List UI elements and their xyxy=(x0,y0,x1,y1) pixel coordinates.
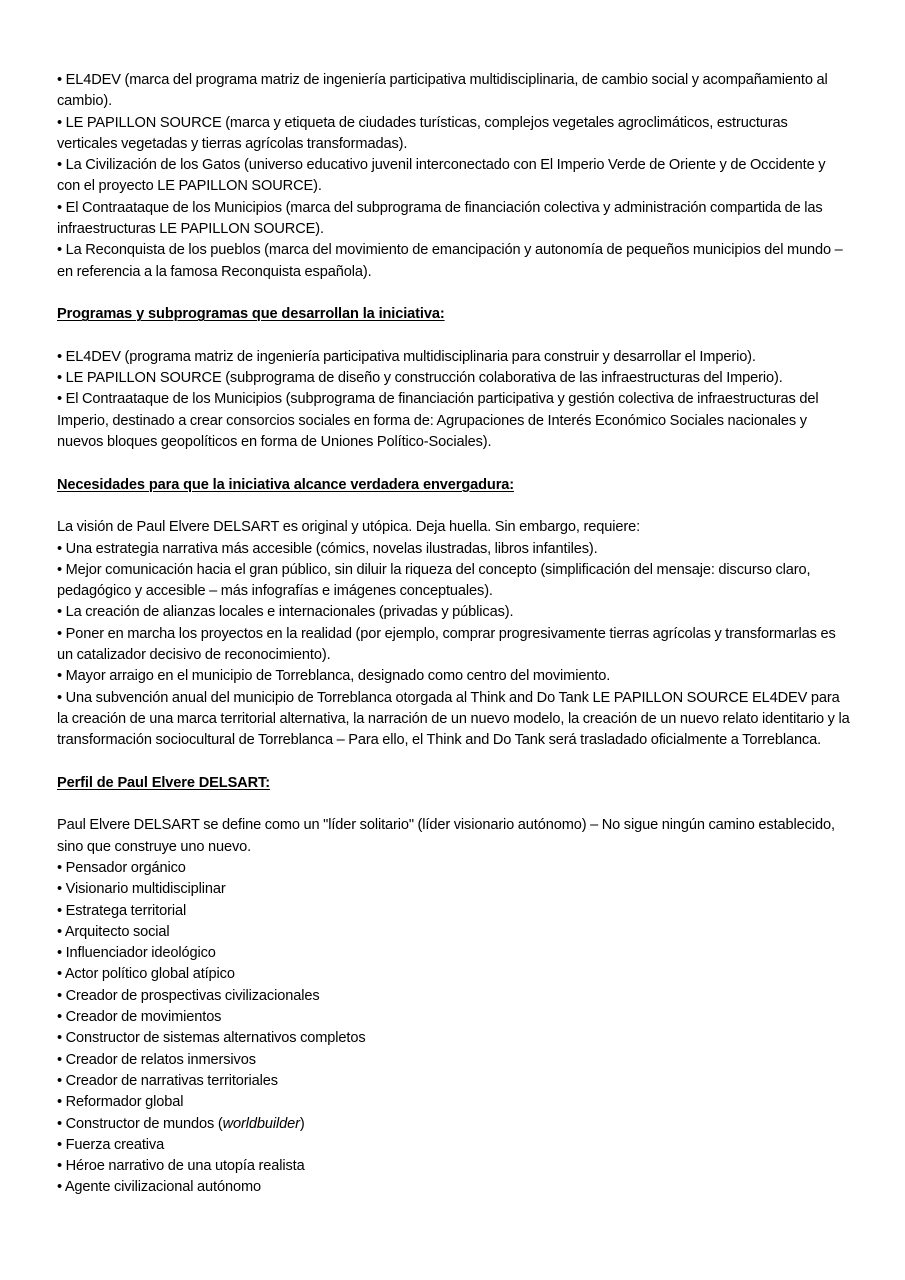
section-spacer xyxy=(57,752,851,773)
list-item: • Influenciador ideológico xyxy=(57,945,216,962)
list-item-worldbuilder xyxy=(57,1114,851,1135)
list-item: • La Reconquista de los pueblos (marca del movimiento de emancipación y autonomía de pequeños municipios del mundo – en referencia a la famosa Reconquista española). xyxy=(57,242,843,280)
list-item: • Reformador global xyxy=(57,1094,184,1111)
list-item: • Constructor de sistemas alternativos completos xyxy=(57,1030,366,1047)
section-spacer xyxy=(57,326,851,347)
list-item: • Arquitecto social xyxy=(57,923,170,940)
list-item: • La creación de alianzas locales e internacionales (privadas y públicas). xyxy=(57,604,514,621)
list-item: • Una subvención anual del municipio de Torreblanca otorgada al Think and Do Tank LE PAPILLON SOURCE EL4DEV para la creación de una marca territorial alternativa, la narración de un nuevo modelo, la creación de un nuevo relato identitario y la transformación sociocultural de Torreblanca – Para ello, el Think and Do Tank será trasladado oficialmente a Torreblanca. xyxy=(57,689,850,749)
list-item: • Creador de prospectivas civilizacionales xyxy=(57,987,320,1004)
list-item: • Poner en marcha los proyectos en la realidad (por ejemplo, comprar progresivamente tierras agrícolas y transformarlas es un catalizador decisivo de reconocimiento). xyxy=(57,625,836,664)
list-item: • Una estrategia narrativa más accesible (cómics, novelas ilustradas, libros infantiles). xyxy=(57,540,598,557)
intro-paragraph-necesidades: La visión de Paul Elvere DELSART es original y utópica. Deja huella. Sin embargo, requiere: xyxy=(57,519,641,536)
section-heading-necesidades xyxy=(57,475,851,496)
section-spacer xyxy=(57,794,851,815)
heading-text: Perfil de Paul Elvere DELSART: xyxy=(57,774,270,791)
list-item: • Visionario multidisciplinar xyxy=(57,881,226,898)
document-body xyxy=(57,70,851,1199)
section-spacer xyxy=(57,496,851,517)
list-item: • Mejor comunicación hacia el gran público, sin diluir la riqueza del concepto (simplificación del mensaje: discurso claro, pedagógico y accesible – más infografías e imágenes conceptuales). xyxy=(57,561,811,600)
list-item: • Pensador orgánico xyxy=(57,859,186,876)
list-item: • EL4DEV (programa matriz de ingeniería participativa multidisciplinaria para construir y desarrollar el Imperio). xyxy=(57,348,756,365)
list-item: • La Civilización de los Gatos (universo educativo juvenil interconectado con El Imperio Verde de Oriente y de Occidente y con el proyecto LE PAPILLON SOURCE). xyxy=(57,157,826,195)
list-item: • Estratega territorial xyxy=(57,902,187,919)
list-item-prefix: • Constructor de mundos ( xyxy=(57,1115,223,1132)
perfil-paragraph: Paul Elvere DELSART se define como un "líder solitario" (líder visionario autónomo) – No sigue ningún camino establecido, sino que construye uno nuevo. xyxy=(57,817,835,855)
list-item: • Fuerza creativa xyxy=(57,1136,165,1153)
list-item: • EL4DEV (marca del programa matriz de ingeniería participativa multidisciplinaria, de cambio social y acompañamiento al cambio). xyxy=(57,72,828,110)
list-item: • LE PAPILLON SOURCE (subprograma de diseño y construcción colaborativa de las infraestructuras del Imperio). xyxy=(57,370,783,387)
list-item: • LE PAPILLON SOURCE (marca y etiqueta de ciudades turísticas, complejos vegetales agroclimáticos, estructuras verticales vegetadas y tierras agrícolas transformadas). xyxy=(57,114,788,152)
list-item: • Actor político global atípico xyxy=(57,966,235,983)
list-item: • Creador de relatos inmersivos xyxy=(57,1051,256,1068)
list-item: • Héroe narrativo de una utopía realista xyxy=(57,1158,305,1175)
section-heading-perfil xyxy=(57,773,851,794)
list-item: • Creador de movimientos xyxy=(57,1009,222,1026)
list-item-suffix: ) xyxy=(299,1115,305,1132)
necesidades-bullet-list xyxy=(57,539,851,752)
heading-text: Necesidades para que la iniciativa alcance verdadera envergadura: xyxy=(57,476,514,493)
section-spacer xyxy=(57,283,851,304)
list-item: • Creador de narrativas territoriales xyxy=(57,1072,278,1089)
list-item: • Agente civilizacional autónomo xyxy=(57,1179,261,1196)
perfil-bullet-list-part1 xyxy=(57,858,851,1114)
list-item: • El Contraataque de los Municipios (subprograma de financiación participativa y gestión colectiva de infraestructuras del Imperio, destinado a crear consorcios sociales en forma de: Agrupaciones de Interés Económico Sociales nacionales y nuevos bloques geopolíticos en forma de Uniones Político-Sociales). xyxy=(57,391,819,451)
section-spacer xyxy=(57,453,851,474)
heading-text: Programas y subprogramas que desarrollan la iniciativa: xyxy=(57,306,445,323)
list-item: • Mayor arraigo en el municipio de Torreblanca, designado como centro del movimiento. xyxy=(57,668,611,685)
section-heading-programas xyxy=(57,304,851,325)
list-item: • El Contraataque de los Municipios (marca del subprograma de financiación colectiva y administración compartida de las infraestructuras LE PAPILLON SOURCE). xyxy=(57,199,823,238)
brand-bullet-list xyxy=(57,70,851,283)
perfil-bullet-list-part2 xyxy=(57,1135,851,1199)
list-item-italic-term: worldbuilder xyxy=(222,1115,300,1132)
programas-bullet-list xyxy=(57,347,851,453)
